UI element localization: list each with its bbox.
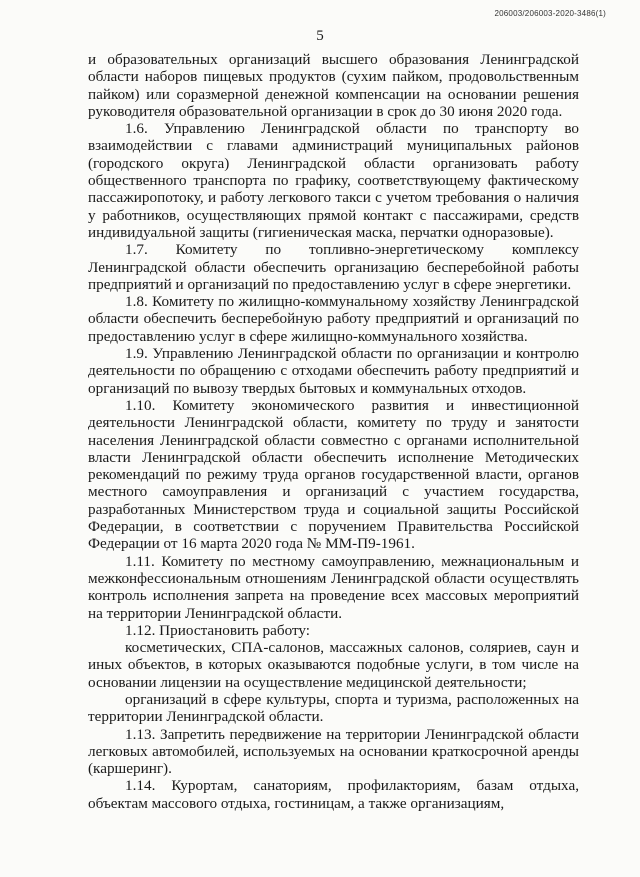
paragraph-continuation: и образовательных организаций высшего образования Ленинградской области наборов пищевых продуктов (сухим пайком, продовольственным пайком) или соразмерной денежной компенсации на основании решения руководителя образовательной организации в срок до 30 июня 2020 года.: [88, 51, 579, 120]
paragraph-1-12-item-1: косметических, СПА-салонов, массажных салонов, соляриев, саун и иных объектов, в которых оказываются подобные услуги, в том числе на основании лицензии на осуществление медицинской деятельности;: [88, 639, 579, 691]
paragraph-1-13: 1.13. Запретить передвижение на территории Ленинградской области легковых автомобилей, используемых на основании краткосрочной аренды (каршеринг).: [88, 725, 579, 778]
page-number: 5: [316, 28, 324, 44]
document-body: [88, 51, 579, 812]
document-id: 206003/206003-2020-3486(1): [494, 9, 606, 18]
paragraph-1-6: 1.6. Управлению Ленинградской области по транспорту во взаимодействии с главами администраций муниципальных районов (городского округа) Ленинградской области организовать работу общественного транспорта по графику, соответствующему фактическому пассажиропотоку, и работу легкового такси с учетом требования о наличия у работников, осуществляющих прямой контакт с пассажирами, средств индивидуальной защиты (гигиеническая маска, перчатки одноразовые).: [88, 120, 579, 241]
paragraph-1-12-item-2: организаций в сфере культуры, спорта и туризма, расположенных на территории Ленинградской области.: [88, 690, 579, 726]
paragraph-1-7: 1.7. Комитету по топливно-энергетическому комплексу Ленинградской области обеспечить организацию бесперебойной работы предприятий и организаций по предоставлению услуг в сфере энергетики.: [88, 241, 579, 293]
paragraph-1-11: 1.11. Комитету по местному самоуправлению, межнациональным и межконфессиональным отношениям Ленинградской области осуществлять контроль исполнения запрета на проведение всех массовых мероприятий на территории Ленинградской области.: [88, 552, 579, 622]
paragraph-1-14: 1.14. Курортам, санаториям, профилакториям, базам отдыха, объектам массового отдыха, гостиницам, а также организациям,: [88, 777, 579, 812]
paragraph-1-12: 1.12. Приостановить работу:: [125, 621, 311, 639]
paragraph-1-10: 1.10. Комитету экономического развития и инвестиционной деятельности Ленинградской области, комитету по труду и занятости населения Ленинградской области совместно с органами исполнительной власти Ленинградской области обеспечить исполнение Методических рекомендаций по режиму труда органов государственной власти, органов местного самоуправления и организаций с участием государства, разработанных Министерством труда и социальной защиты Российской Федерации, в соответствии с поручением Правительства Российской Федерации от 16 марта 2020 года № ММ-П9-1961.: [88, 396, 579, 553]
paragraph-1-9: 1.9. Управлению Ленинградской области по организации и контролю деятельности по обращению с отходами обеспечить работу предприятий и организаций по вывозу твердых бытовых и коммунальных отходов.: [88, 345, 579, 397]
paragraph-1-8: 1.8. Комитету по жилищно-коммунальному хозяйству Ленинградской области обеспечить бесперебойную работу предприятий и организаций по предоставлению услуг в сфере жилищно-коммунального хозяйства.: [88, 293, 579, 345]
